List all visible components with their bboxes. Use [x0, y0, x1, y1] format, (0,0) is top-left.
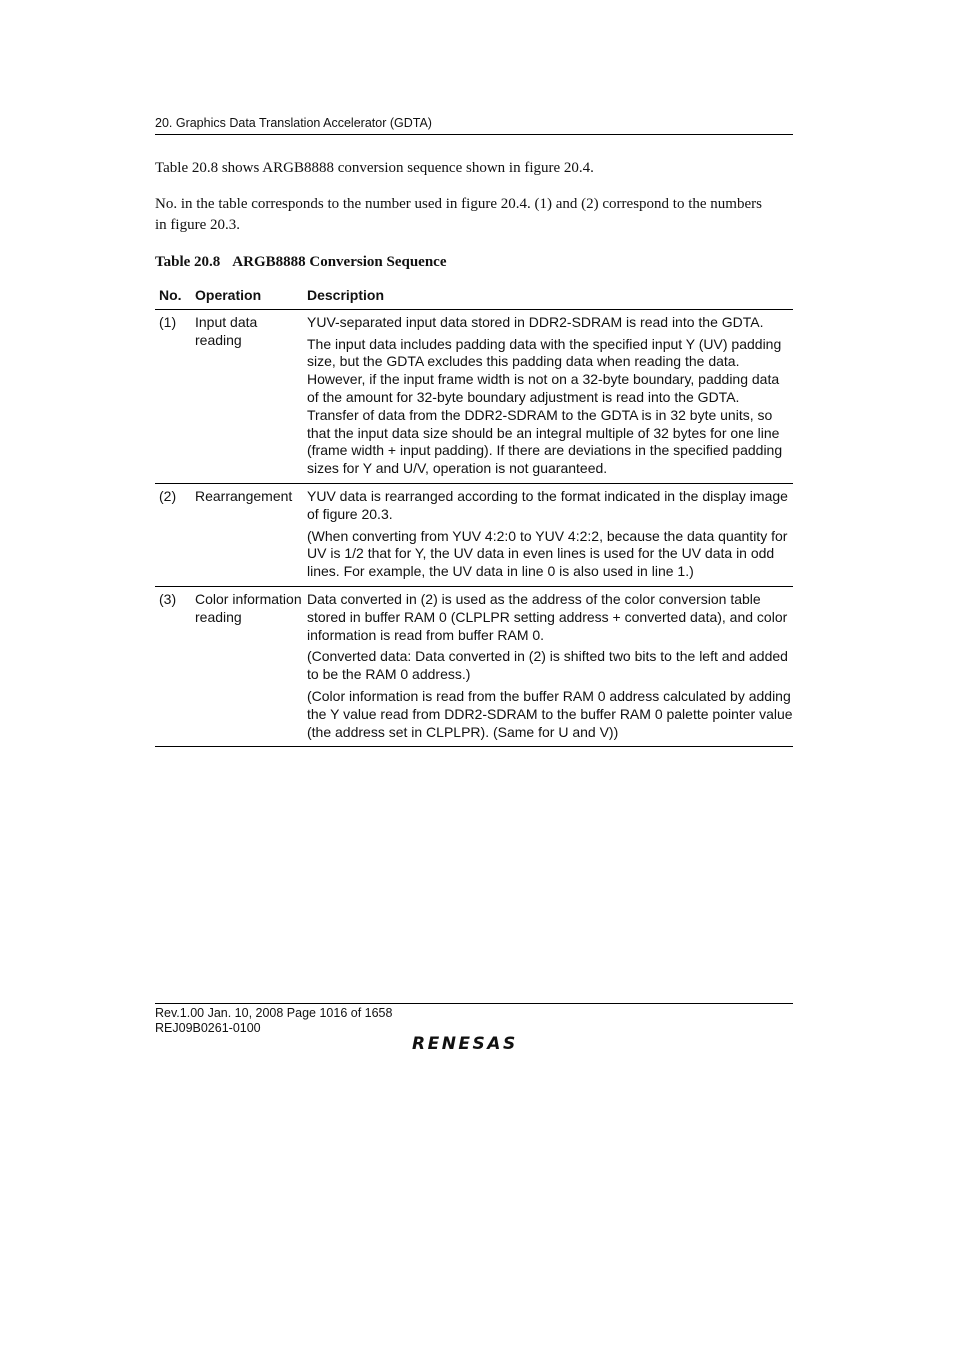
- reference-paragraph: No. in the table corresponds to the number used in figure 20.4. (1) and (2) correspond to the numbers in figure 20.3.: [155, 196, 762, 233]
- header-operation: Operation: [195, 284, 307, 309]
- conversion-sequence-table: [155, 284, 793, 747]
- row-no: (2): [155, 483, 195, 586]
- description-paragraph: (When converting from YUV 4:2:0 to YUV 4:2:2, because the data quantity for UV is 1/2 that for Y, the UV data in even lines is used for the UV data in odd lines. For example, the UV data in line 0 is also used in line 1.): [307, 527, 788, 580]
- table-header-row: [155, 284, 793, 309]
- row-no: (1): [155, 309, 195, 483]
- row-operation: Input data reading: [195, 309, 307, 483]
- table-caption-number: Table 20.8: [155, 254, 221, 270]
- row-no: (3): [155, 586, 195, 746]
- page-footer: [155, 1003, 793, 1036]
- intro-paragraph: Table 20.8 shows ARGB8888 conversion sequence shown in figure 20.4.: [155, 160, 594, 176]
- row-description: [307, 309, 793, 483]
- footer-revision: Rev.1.00 Jan. 10, 2008 Page 1016 of 1658: [155, 1006, 393, 1020]
- header-description: Description: [307, 284, 793, 309]
- table-caption: [155, 252, 446, 272]
- row-description: [307, 586, 793, 746]
- row-description: [307, 483, 793, 586]
- row-operation: Color information reading: [195, 586, 307, 746]
- description-paragraph: (Converted data: Data converted in (2) is shifted two bits to the left and added to be the RAM 0 address.): [307, 648, 788, 683]
- table-caption-title: ARGB8888 Conversion Sequence: [232, 254, 447, 270]
- description-paragraph: Data converted in (2) is used as the address of the color conversion table stored in buffer RAM 0 (CLPLPR setting address + converted data), and color information is read from buffer RAM 0.: [307, 590, 788, 643]
- table-row: [155, 483, 793, 586]
- renesas-logo: RENESAS: [412, 1034, 518, 1054]
- footer-document-number: REJ09B0261-0100: [155, 1021, 261, 1035]
- table-row: [155, 309, 793, 483]
- header-no: No.: [155, 284, 195, 309]
- row-operation: Rearrangement: [195, 483, 307, 586]
- running-header-title: 20. Graphics Data Translation Accelerator (GDTA): [155, 116, 432, 130]
- description-paragraph: YUV data is rearranged according to the format indicated in the display image of figure 20.3.: [307, 487, 788, 522]
- description-paragraph: (Color information is read from the buffer RAM 0 address calculated by adding the Y value read from DDR2-SDRAM to the buffer RAM 0 palette pointer value (the address set in CLPLPR). (Same for U and V)): [307, 687, 793, 740]
- running-header: [155, 115, 793, 135]
- description-paragraph: The input data includes padding data with the specified input Y (UV) padding size, but the GDTA excludes this padding data when reading the data. However, if the input frame width is not on a 32-byte boundary, padding data of the amount for 32-byte boundary adjustment is read into the GDTA. Transfer of data from the DDR2-SDRAM to the GDTA is in 32 byte units, so that the input data size should be an integral multiple of 32 bytes for one line (frame width + input padding). If there are deviations in the specified padding sizes for Y and U/V, operation is not guaranteed.: [307, 335, 783, 477]
- description-paragraph: YUV-separated input data stored in DDR2-SDRAM is read into the GDTA.: [307, 313, 764, 330]
- table-row: [155, 586, 793, 746]
